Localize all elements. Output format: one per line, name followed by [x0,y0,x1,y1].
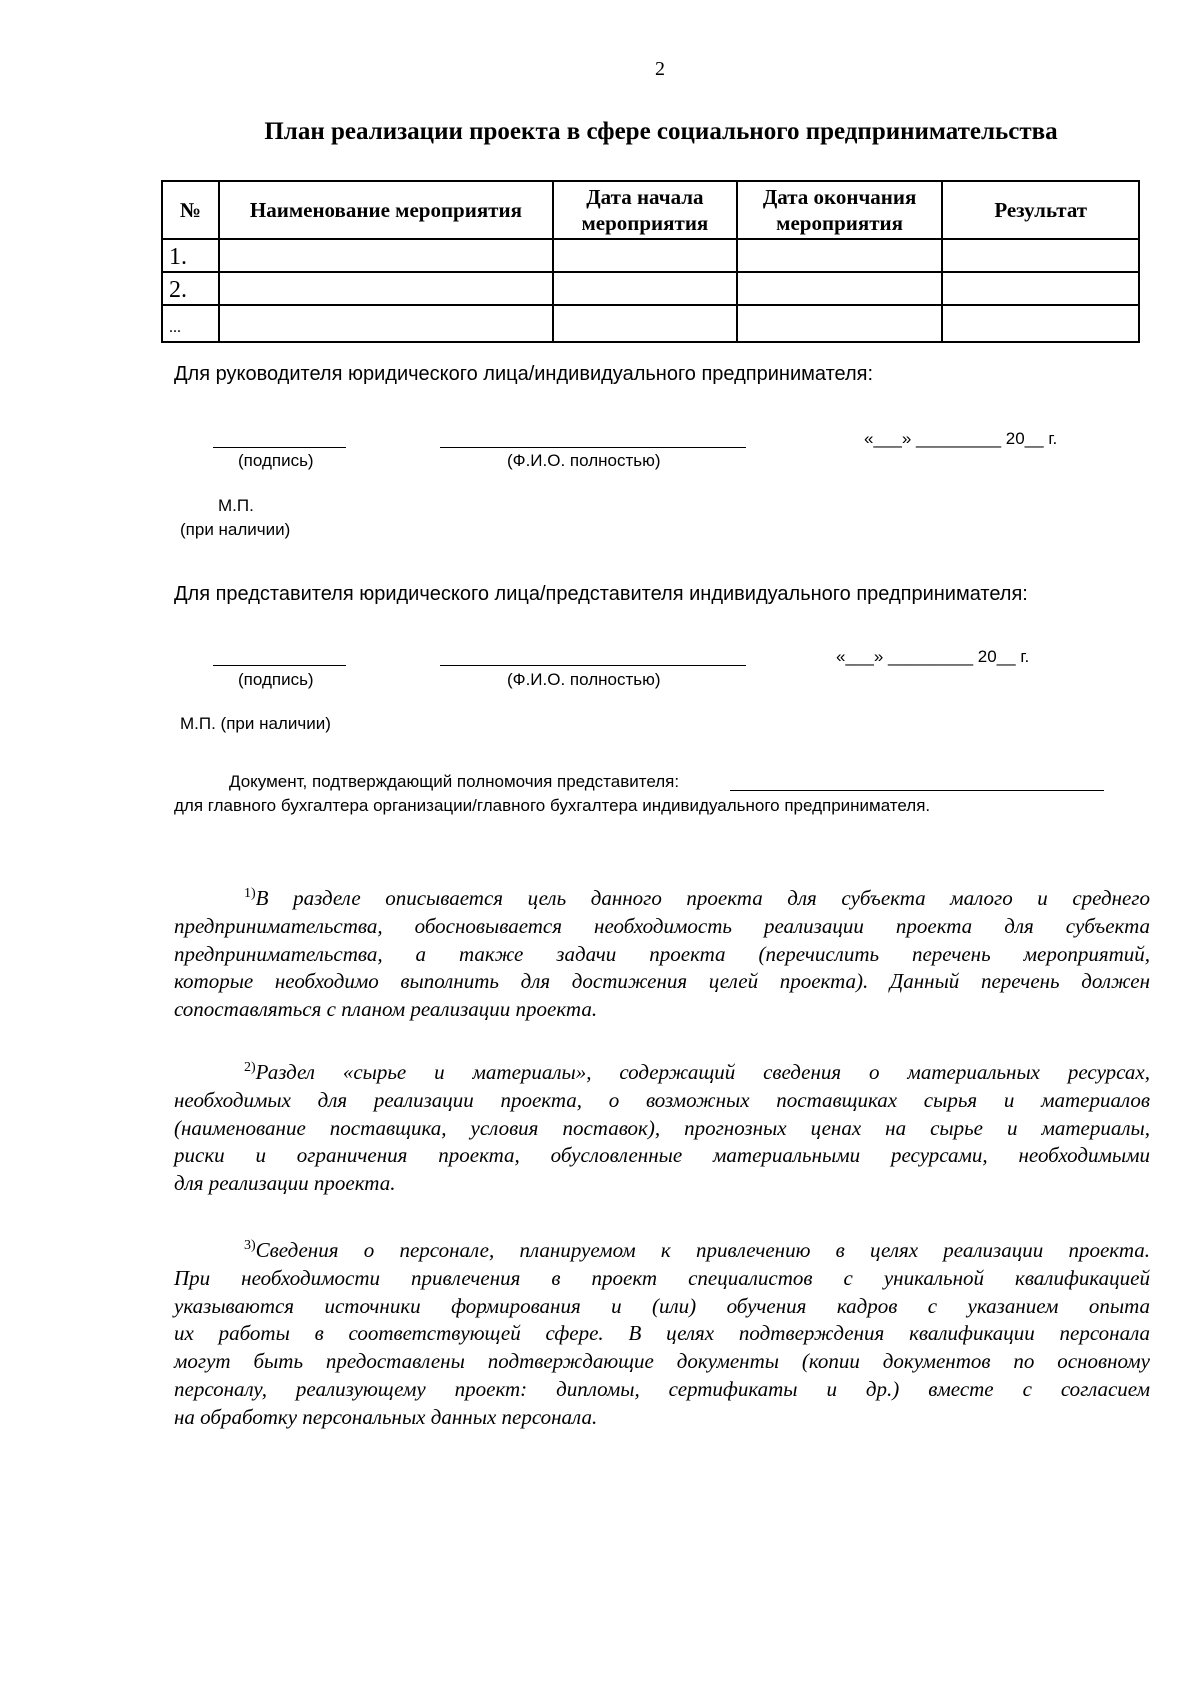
header-result: Результат [942,181,1139,239]
header-start-date: Дата начала мероприятия [553,181,737,239]
footnote-3 [174,1232,1150,1432]
footnote-line: необходимых для реализации проекта, о возможных поставщиках сырья и материалов [174,1087,1150,1112]
page-number: 2 [655,58,665,80]
cell-event-name [219,239,553,272]
authority-document-line [730,790,1104,791]
cell-result [942,239,1139,272]
footnote-mark: 3) [244,1238,256,1253]
cell-result [942,272,1139,305]
footnote-line: предпринимательства, а также задачи проекта (перечислить перечень мероприятий, [174,941,1150,966]
date-field: «___» _________ 20__ г. [836,647,1030,666]
accountant-note: для главного бухгалтера организации/главного бухгалтера индивидуального предпринимателя. [174,796,931,815]
footnote-line: Сведения о персонале, планируемом к привлечению в целях реализации проекта. [255,1238,1150,1262]
footnote-line: Раздел «сырье и материалы», содержащий сведения о материальных ресурсах, [255,1060,1150,1084]
stamp-label: М.П. [218,496,254,515]
cell-end-date [737,272,943,305]
cell-result [942,305,1139,342]
footnote-line: могут быть предоставлены подтверждающие документы (копии документов по основному [174,1349,1150,1374]
footnote-line: для реализации проекта. [174,1171,396,1196]
table-row [162,305,1139,342]
table-row [162,272,1139,305]
fio-line [440,447,746,448]
row-number: 2. [162,272,219,305]
header-event-name: Наименование мероприятия [219,181,553,239]
fio-line [440,665,746,666]
footnote-line: предпринимательства, обосновывается необходимость реализации проекта для субъекта [174,913,1150,938]
row-number: 1. [162,239,219,272]
cell-start-date [553,305,737,342]
cell-event-name [219,305,553,342]
row-number: ... [162,305,219,342]
footnote-line: При необходимости привлечения в проект специалистов с уникальной квалификацией [174,1265,1150,1290]
cell-start-date [553,272,737,305]
footnote-line: (наименование поставщика, условия поставок), прогнозных ценах на сырье и материалы, [174,1115,1150,1140]
stamp-note: (при наличии) [180,520,291,539]
footnote-mark: 2) [244,1060,256,1075]
authority-document-label: Документ, подтверждающий полномочия представителя: [229,772,680,791]
project-plan-table [161,180,1140,343]
fio-caption: (Ф.И.О. полностью) [507,670,661,689]
cell-start-date [553,239,737,272]
cell-end-date [737,239,943,272]
head-section-heading: Для руководителя юридического лица/индивидуального предпринимателя: [174,363,874,385]
signature-caption: (подпись) [238,451,314,470]
footnote-line: которые необходимо выполнить для достижения целей проекта). Данный перечень должен [174,969,1150,994]
footnote-line: их работы в соответствующей сфере. В целях подтверждения квалификации персонала [174,1321,1150,1346]
rep-section-heading: Для представителя юридического лица/представителя индивидуального предпринимателя: [174,583,1028,605]
stamp-label: М.П. (при наличии) [180,714,331,733]
footnote-line: риски и ограничения проекта, обусловленные материальными ресурсами, необходимыми [174,1143,1150,1168]
footnote-line: В разделе описывается цель данного проекта для субъекта малого и среднего [255,886,1150,910]
signature-line [213,665,346,666]
date-field: «___» _________ 20__ г. [864,429,1058,448]
footnote-1 [174,880,1150,1024]
footnote-mark: 1) [244,886,256,901]
table-header-row [162,181,1139,239]
header-number: № [162,181,219,239]
cell-event-name [219,272,553,305]
fio-caption: (Ф.И.О. полностью) [507,451,661,470]
footnote-line: персоналу, реализующему проект: дипломы, сертификаты и др.) вместе с согласием [174,1376,1150,1401]
page-title: План реализации проекта в сфере социального предпринимательства [264,118,1058,145]
table-row [162,239,1139,272]
footnote-line: указываются источники формирования и (или) обучения кадров с указанием опыта [174,1293,1150,1318]
signature-line [213,447,346,448]
footnote-2 [174,1054,1150,1198]
signature-caption: (подпись) [238,670,314,689]
cell-end-date [737,305,943,342]
footnote-line: на обработку персональных данных персонала. [174,1404,598,1429]
header-end-date: Дата окончания мероприятия [737,181,943,239]
footnote-line: сопоставляться с планом реализации проекта. [174,997,598,1022]
